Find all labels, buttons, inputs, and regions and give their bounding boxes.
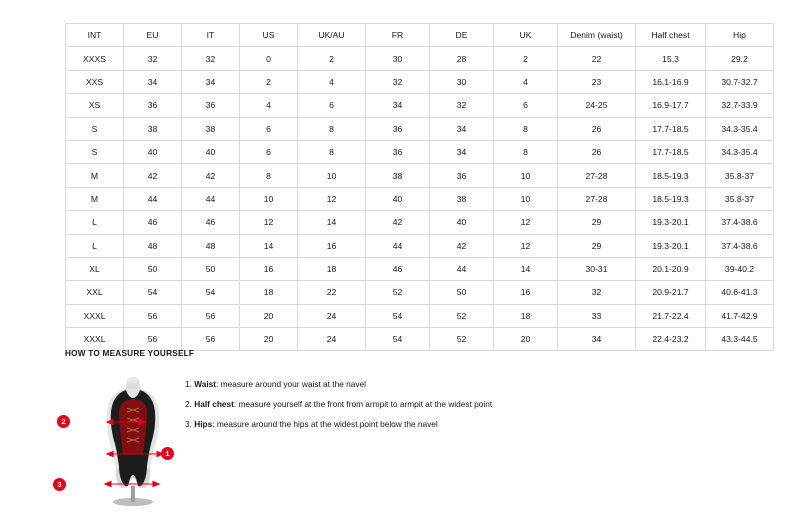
cell-int: XXL: [66, 281, 124, 304]
cell-it: 48: [182, 234, 240, 257]
cell-uk: 2: [494, 47, 558, 70]
measure-notes: [185, 368, 492, 440]
cell-ukau: 6: [298, 94, 366, 117]
cell-int: M: [66, 187, 124, 210]
cell-eu: 56: [124, 328, 182, 351]
table-header-row: [66, 24, 774, 47]
cell-int: XXXL: [66, 328, 124, 351]
table-row: [66, 117, 774, 140]
cell-ukau: 8: [298, 117, 366, 140]
cell-denim-waist: 34: [558, 328, 636, 351]
figure-column: [57, 368, 185, 508]
cell-fr: 32: [366, 70, 430, 93]
cell-ukau: 2: [298, 47, 366, 70]
cell-half-chest: 18.5-19.3: [636, 187, 706, 210]
cell-uk: 8: [494, 140, 558, 163]
cell-de: 50: [430, 281, 494, 304]
column-header-hip: Hip: [706, 24, 774, 47]
cell-uk: 20: [494, 328, 558, 351]
cell-fr: 46: [366, 257, 430, 280]
cell-hip: 35.8-37: [706, 187, 774, 210]
cell-uk: 8: [494, 117, 558, 140]
cell-int: XS: [66, 94, 124, 117]
table-row: [66, 281, 774, 304]
cell-ukau: 14: [298, 211, 366, 234]
table-row: [66, 47, 774, 70]
cell-fr: 38: [366, 164, 430, 187]
cell-half-chest: 17.7-18.5: [636, 117, 706, 140]
cell-eu: 36: [124, 94, 182, 117]
measure-bullet-3: 3: [53, 478, 66, 491]
cell-half-chest: 22.4-23.2: [636, 328, 706, 351]
cell-it: 56: [182, 328, 240, 351]
cell-ukau: 8: [298, 140, 366, 163]
cell-denim-waist: 27-28: [558, 187, 636, 210]
cell-eu: 40: [124, 140, 182, 163]
measure-bullet-2: 2: [57, 415, 70, 428]
cell-us: 6: [240, 117, 298, 140]
cell-de: 52: [430, 304, 494, 327]
cell-eu: 48: [124, 234, 182, 257]
column-header-de: DE: [430, 24, 494, 47]
cell-denim-waist: 29: [558, 211, 636, 234]
cell-int: XXXS: [66, 47, 124, 70]
cell-de: 38: [430, 187, 494, 210]
cell-uk: 18: [494, 304, 558, 327]
cell-de: 28: [430, 47, 494, 70]
column-header-us: US: [240, 24, 298, 47]
cell-fr: 36: [366, 117, 430, 140]
column-header-eu: EU: [124, 24, 182, 47]
note-lead-1: Waist: [194, 379, 217, 389]
cell-half-chest: 19.3-20.1: [636, 234, 706, 257]
cell-denim-waist: 27-28: [558, 164, 636, 187]
cell-uk: 10: [494, 187, 558, 210]
cell-it: 46: [182, 211, 240, 234]
table-row: [66, 304, 774, 327]
cell-int: L: [66, 211, 124, 234]
cell-denim-waist: 30-31: [558, 257, 636, 280]
measure-bullet-1: 1: [161, 447, 174, 460]
cell-half-chest: 17.7-18.5: [636, 140, 706, 163]
size-table-container: [65, 23, 758, 351]
cell-it: 40: [182, 140, 240, 163]
cell-hip: 40.6-41.3: [706, 281, 774, 304]
cell-hip: 32.7-33.9: [706, 94, 774, 117]
cell-hip: 41.7-42.9: [706, 304, 774, 327]
cell-half-chest: 16.9-17.7: [636, 94, 706, 117]
table-row: [66, 70, 774, 93]
column-header-uk: UK: [494, 24, 558, 47]
table-row: [66, 140, 774, 163]
cell-us: 6: [240, 140, 298, 163]
cell-fr: 40: [366, 187, 430, 210]
cell-ukau: 24: [298, 304, 366, 327]
table-row: [66, 257, 774, 280]
how-to-measure-section: [57, 349, 755, 508]
cell-de: 42: [430, 234, 494, 257]
note-number-3: 3.: [185, 418, 192, 429]
column-header-int: INT: [66, 24, 124, 47]
mannequin-illustration: [57, 368, 183, 508]
cell-denim-waist: 29: [558, 234, 636, 257]
hips-measure-arrow: [105, 482, 159, 487]
cell-hip: 30.7-32.7: [706, 70, 774, 93]
cell-denim-waist: 22: [558, 47, 636, 70]
table-row: [66, 234, 774, 257]
cell-de: 36: [430, 164, 494, 187]
cell-it: 50: [182, 257, 240, 280]
cell-hip: 37.4-38.6: [706, 211, 774, 234]
cell-it: 34: [182, 70, 240, 93]
cell-fr: 52: [366, 281, 430, 304]
cell-ukau: 4: [298, 70, 366, 93]
cell-de: 52: [430, 328, 494, 351]
note-text-3: : measure around the hips at the widest point below the navel: [212, 418, 438, 429]
cell-int: L: [66, 234, 124, 257]
cell-fr: 36: [366, 140, 430, 163]
cell-de: 32: [430, 94, 494, 117]
cell-us: 14: [240, 234, 298, 257]
cell-denim-waist: 23: [558, 70, 636, 93]
cell-ukau: 18: [298, 257, 366, 280]
section-title: HOW TO MEASURE YOURSELF: [65, 349, 195, 358]
cell-it: 38: [182, 117, 240, 140]
cell-ukau: 12: [298, 187, 366, 210]
cell-eu: 42: [124, 164, 182, 187]
cell-de: 34: [430, 117, 494, 140]
cell-uk: 12: [494, 234, 558, 257]
cell-it: 44: [182, 187, 240, 210]
cell-us: 16: [240, 257, 298, 280]
cell-fr: 54: [366, 328, 430, 351]
cell-us: 4: [240, 94, 298, 117]
cell-uk: 12: [494, 211, 558, 234]
cell-us: 2: [240, 70, 298, 93]
cell-it: 32: [182, 47, 240, 70]
cell-hip: 29.2: [706, 47, 774, 70]
measure-note-1: [185, 380, 492, 390]
cell-ukau: 10: [298, 164, 366, 187]
cell-half-chest: 16.1-16.9: [636, 70, 706, 93]
cell-int: XL: [66, 257, 124, 280]
cell-us: 0: [240, 47, 298, 70]
table-row: [66, 211, 774, 234]
cell-de: 30: [430, 70, 494, 93]
note-lead-2: Half chest: [194, 398, 234, 409]
cell-it: 36: [182, 94, 240, 117]
note-text-1: : measure around your waist at the navel: [216, 379, 366, 389]
cell-denim-waist: 24-25: [558, 94, 636, 117]
cell-us: 18: [240, 281, 298, 304]
cell-ukau: 24: [298, 328, 366, 351]
cell-us: 20: [240, 304, 298, 327]
cell-int: M: [66, 164, 124, 187]
cell-us: 20: [240, 328, 298, 351]
cell-half-chest: 15.3: [636, 47, 706, 70]
cell-fr: 42: [366, 211, 430, 234]
cell-int: XXXL: [66, 304, 124, 327]
cell-it: 56: [182, 304, 240, 327]
cell-hip: 37.4-38.6: [706, 234, 774, 257]
cell-half-chest: 20.1-20.9: [636, 257, 706, 280]
cell-eu: 34: [124, 70, 182, 93]
cell-hip: 34.3-35.4: [706, 117, 774, 140]
cell-eu: 50: [124, 257, 182, 280]
size-conversion-table: [65, 23, 774, 351]
table-row: [66, 164, 774, 187]
cell-us: 12: [240, 211, 298, 234]
column-header-ukau: UK/AU: [298, 24, 366, 47]
cell-hip: 34.3-35.4: [706, 140, 774, 163]
table-row: [66, 94, 774, 117]
cell-eu: 38: [124, 117, 182, 140]
cell-int: S: [66, 117, 124, 140]
cell-fr: 34: [366, 94, 430, 117]
column-header-half-chest: Half chest: [636, 24, 706, 47]
cell-eu: 44: [124, 187, 182, 210]
note-lead-3: Hips: [194, 418, 213, 429]
cell-de: 44: [430, 257, 494, 280]
cell-uk: 10: [494, 164, 558, 187]
cell-eu: 46: [124, 211, 182, 234]
cell-denim-waist: 32: [558, 281, 636, 304]
cell-int: XXS: [66, 70, 124, 93]
cell-denim-waist: 33: [558, 304, 636, 327]
cell-uk: 14: [494, 257, 558, 280]
cell-ukau: 16: [298, 234, 366, 257]
cell-eu: 32: [124, 47, 182, 70]
cell-uk: 16: [494, 281, 558, 304]
table-row: [66, 328, 774, 351]
cell-us: 10: [240, 187, 298, 210]
column-header-fr: FR: [366, 24, 430, 47]
cell-eu: 56: [124, 304, 182, 327]
cell-half-chest: 20.9-21.7: [636, 281, 706, 304]
cell-uk: 6: [494, 94, 558, 117]
note-number-2: 2.: [185, 398, 192, 409]
cell-denim-waist: 26: [558, 140, 636, 163]
cell-hip: 35.8-37: [706, 164, 774, 187]
cell-fr: 30: [366, 47, 430, 70]
cell-hip: 39-40.2: [706, 257, 774, 280]
mannequin-svg: [83, 368, 183, 508]
note-number-1: 1.: [185, 379, 192, 389]
cell-de: 40: [430, 211, 494, 234]
cell-us: 8: [240, 164, 298, 187]
cell-uk: 4: [494, 70, 558, 93]
cell-fr: 54: [366, 304, 430, 327]
cell-int: S: [66, 140, 124, 163]
cell-denim-waist: 26: [558, 117, 636, 140]
column-header-denim-waist: Denim (waist): [558, 24, 636, 47]
cell-half-chest: 19.3-20.1: [636, 211, 706, 234]
cell-de: 34: [430, 140, 494, 163]
table-row: [66, 187, 774, 210]
measure-note-3: [185, 420, 492, 430]
cell-it: 54: [182, 281, 240, 304]
cell-half-chest: 21.7-22.4: [636, 304, 706, 327]
note-text-2: : measure yourself at the front from armpit to armpit at the widest point: [233, 398, 493, 409]
cell-ukau: 22: [298, 281, 366, 304]
measure-body: [57, 368, 755, 508]
measure-note-2: [185, 400, 492, 410]
cell-it: 42: [182, 164, 240, 187]
cell-eu: 54: [124, 281, 182, 304]
column-header-it: IT: [182, 24, 240, 47]
cell-half-chest: 18.5-19.3: [636, 164, 706, 187]
cell-hip: 43.3-44.5: [706, 328, 774, 351]
cell-fr: 44: [366, 234, 430, 257]
